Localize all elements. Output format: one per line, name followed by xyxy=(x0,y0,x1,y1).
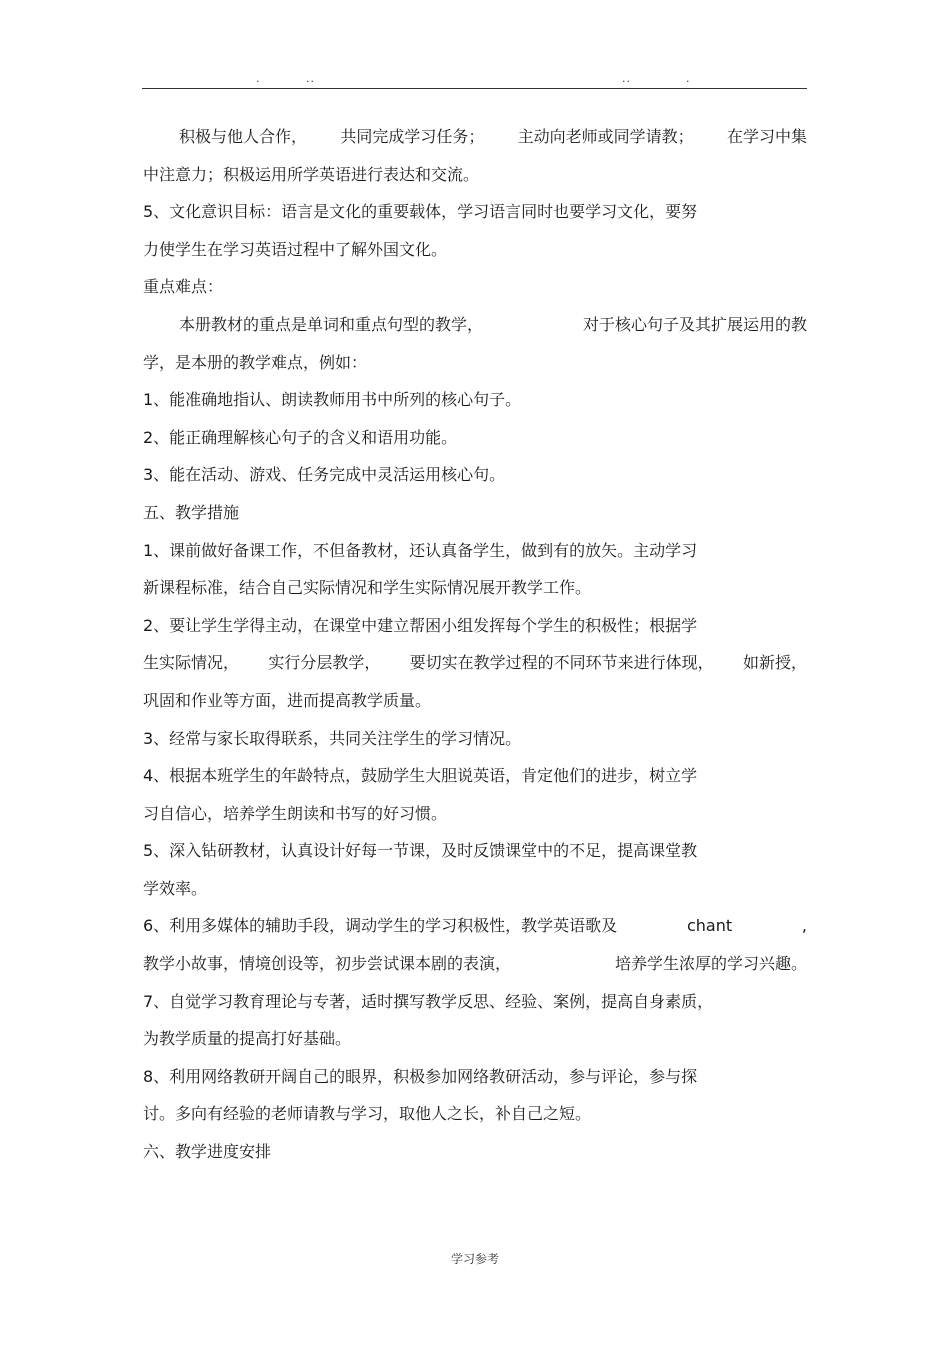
text-line: 学，是本册的教学难点，例如： xyxy=(143,352,368,372)
header-mark-right-2: . xyxy=(686,72,691,85)
text-line: 五、教学措施 xyxy=(143,502,240,522)
text-line: 中注意力；积极运用所学英语进行表达和交流。 xyxy=(143,164,480,184)
text-line: 5、深入钻研教材，认真设计好每一节课，及时反馈课堂中的不足，提高课堂教 xyxy=(143,841,698,861)
text-segment: 培养学生浓厚的学习兴趣。 xyxy=(614,954,807,974)
text-line: 新课程标准，结合自己实际情况和学生实际情况展开教学工作。 xyxy=(143,578,592,598)
text-line: 力使学生在学习英语过程中了解外国文化。 xyxy=(143,239,448,259)
text-line: 重点难点： xyxy=(143,277,224,297)
text-line: 巩固和作业等方面，进而提高教学质量。 xyxy=(143,690,432,710)
text-line: 习自信心，培养学生朗读和书写的好习惯。 xyxy=(143,803,448,823)
text-line xyxy=(143,118,807,156)
text-segment: 主动向老师或同学请教； xyxy=(517,127,694,146)
text-line: 4、根据本班学生的年龄特点，鼓励学生大胆说英语，肯定他们的进步，树立学 xyxy=(143,766,698,786)
text-segment: 教学小故事，情境创设等，初步尝试课本剧的表演， xyxy=(143,954,512,974)
text-line: 3、能在活动、游戏、任务完成中灵活运用核心句。 xyxy=(143,465,506,485)
text-line: 学效率。 xyxy=(143,878,208,898)
header-mark-left-2: .. xyxy=(306,72,315,85)
header-rule xyxy=(142,88,807,89)
header-mark-left: . xyxy=(256,72,261,85)
text-line: 2、能正确理解核心句子的含义和语用功能。 xyxy=(143,427,458,447)
text-segment: chant xyxy=(686,916,733,936)
text-segment: , xyxy=(801,916,807,936)
text-segment: 实行分层教学， xyxy=(268,653,381,673)
text-line: 1、课前做好备课工作，不但备教材，还认真备学生，做到有的放矢。主动学习 xyxy=(143,540,698,560)
page-footer: 学习参考 xyxy=(450,1252,499,1266)
text-segment: 6、利用多媒体的辅助手段，调动学生的学习积极性，教学英语歌及 xyxy=(143,916,618,936)
text-line: 讨。多向有经验的老师请教与学习，取他人之长，补自己之短。 xyxy=(143,1104,592,1124)
text-line: 六、教学进度安排 xyxy=(143,1142,272,1162)
text-segment: 积极与他人合作， xyxy=(179,127,308,146)
text-line: 3、经常与家长取得联系，共同关注学生的学习情况。 xyxy=(143,728,522,748)
text-line: 8、利用网络教研开阔自己的眼界，积极参加网络教研活动，参与评论，参与探 xyxy=(143,1066,698,1086)
text-line xyxy=(143,306,807,344)
text-line: 5、文化意识目标：语言是文化的重要载体，学习语言同时也要学习文化，要努 xyxy=(143,202,698,222)
header-mark-right: .. xyxy=(622,72,631,85)
text-line xyxy=(143,945,807,983)
text-line xyxy=(143,907,807,945)
text-line: 1、能准确地指认、朗读教师用书中所列的核心句子。 xyxy=(143,390,522,410)
text-segment: 在学习中集 xyxy=(726,127,807,146)
text-segment: 共同完成学习任务； xyxy=(340,127,485,146)
text-segment: 对于核心句子及其扩展运用的教 xyxy=(582,314,807,334)
text-line: 7、自觉学习教育理论与专著，适时撰写教学反思、经验、案例，提高自身素质， xyxy=(143,991,714,1011)
text-segment: 生实际情况， xyxy=(143,653,240,673)
text-segment: 本册教材的重点是单词和重点句型的教学， xyxy=(179,314,484,334)
text-line: 2、要让学生学得主动，在课堂中建立帮困小组发挥每个学生的积极性；根据学 xyxy=(143,615,698,635)
text-line xyxy=(143,644,807,682)
text-line: 为教学质量的提高打好基础。 xyxy=(143,1029,352,1049)
document-body xyxy=(143,118,807,1171)
text-segment: 如新授， xyxy=(742,653,807,673)
text-segment: 要切实在教学过程的不同环节来进行体现， xyxy=(409,653,714,673)
